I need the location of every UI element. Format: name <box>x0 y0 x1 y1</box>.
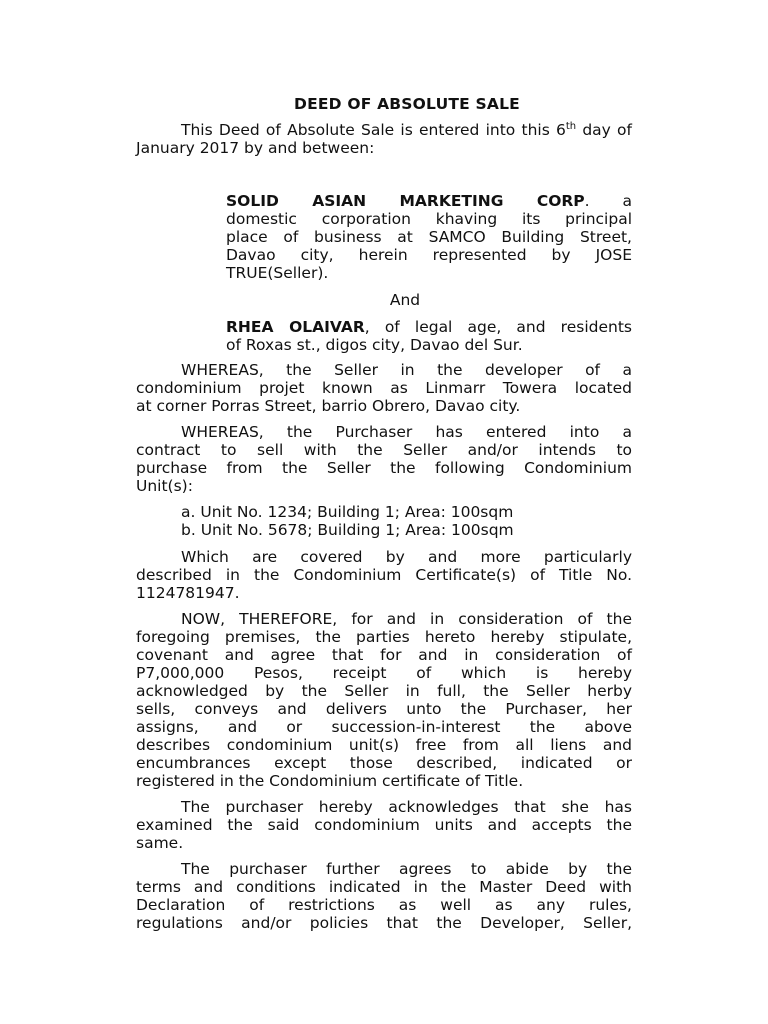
covered-line-1: Which are covered by and more particularly <box>181 548 632 566</box>
agree-line-4: regulations and/or policies that the Developer, Seller, <box>136 914 632 932</box>
nt-line-5: acknowledged by the Seller in full, the Seller herby <box>136 682 632 700</box>
whereas-paragraph-2 <box>136 423 632 495</box>
document-title: DEED OF ABSOLUTE SALE <box>294 95 520 113</box>
whereas1-line-1: WHEREAS, the Seller in the developer of a <box>181 361 632 379</box>
intro-line-1: This Deed of Absolute Sale is entered into this 6th day of <box>181 121 632 139</box>
intro-paragraph <box>136 121 632 157</box>
whereas2-line-4: Unit(s): <box>136 477 193 495</box>
whereas-paragraph-1 <box>136 361 632 415</box>
ack-line-1: The purchaser hereby acknowledges that she has <box>181 798 632 816</box>
seller-party-block <box>226 192 632 282</box>
intro-line-2: January 2017 by and between: <box>136 139 375 157</box>
purchaser-name: RHEA OLAIVAR <box>226 318 365 336</box>
nt-line-3: covenant and agree that for and in consideration of <box>136 646 632 664</box>
seller-line-2: domestic corporation khaving its principal <box>226 210 632 228</box>
ack-line-2: examined the said condominium units and accepts the <box>136 816 632 834</box>
nt-line-9: encumbrances except those described, indicated or <box>136 754 632 772</box>
seller-line-5: TRUE(Seller). <box>226 264 329 282</box>
agree-line-1: The purchaser further agrees to abide by the <box>181 860 632 878</box>
purchaser-line-1: RHEA OLAIVAR, of legal age, and residents <box>226 318 632 336</box>
nt-line-7: assigns, and or succession-in-interest the above <box>136 718 632 736</box>
now-therefore-paragraph <box>136 610 632 790</box>
unit-item-b: b. Unit No. 5678; Building 1; Area: 100sqm <box>181 521 514 539</box>
nt-line-8: describes condominium unit(s) free from all liens and <box>136 736 632 754</box>
nt-line-6: sells, conveys and delivers unto the Purchaser, her <box>136 700 632 718</box>
conjunction-and: And <box>389 291 421 309</box>
acknowledges-paragraph <box>136 798 632 852</box>
ordinal-suffix: th <box>565 121 577 132</box>
covered-line-2: described in the Condominium Certificate(s) of Title No. <box>136 566 632 584</box>
whereas1-line-2: condominium projet known as Linmarr Towera located <box>136 379 632 397</box>
whereas2-line-1: WHEREAS, the Purchaser has entered into a <box>181 423 632 441</box>
nt-line-2: foregoing premises, the parties hereto hereby stipulate, <box>136 628 632 646</box>
nt-line-10: registered in the Condominium certificate of Title. <box>136 772 524 790</box>
agrees-paragraph <box>136 860 632 932</box>
seller-line-3: place of business at SAMCO Building Street, <box>226 228 632 246</box>
seller-line-1: SOLID ASIAN MARKETING CORP. a <box>226 192 632 210</box>
unit-item-a: a. Unit No. 1234; Building 1; Area: 100sqm <box>181 503 514 521</box>
nt-line-4: P7,000,000 Pesos, receipt of which is hereby <box>136 664 632 682</box>
unit-list <box>181 503 631 539</box>
nt-line-1: NOW, THEREFORE, for and in consideration of the <box>181 610 632 628</box>
covered-paragraph <box>136 548 632 602</box>
whereas1-line-3: at corner Porras Street, barrio Obrero, Davao city. <box>136 397 521 415</box>
agree-line-3: Declaration of restrictions as well as any rules, <box>136 896 632 914</box>
seller-line-4: Davao city, herein represented by JOSE <box>226 246 632 264</box>
seller-name: SOLID ASIAN MARKETING CORP <box>226 192 585 210</box>
agree-line-2: terms and conditions indicated in the Master Deed with <box>136 878 632 896</box>
purchaser-party-block <box>226 318 632 354</box>
whereas2-line-2: contract to sell with the Seller and/or intends to <box>136 441 632 459</box>
purchaser-line-2: of Roxas st., digos city, Davao del Sur. <box>226 336 523 354</box>
ack-line-3: same. <box>136 834 184 852</box>
whereas2-line-3: purchase from the Seller the following Condominium <box>136 459 632 477</box>
covered-line-3: 1124781947. <box>136 584 240 602</box>
